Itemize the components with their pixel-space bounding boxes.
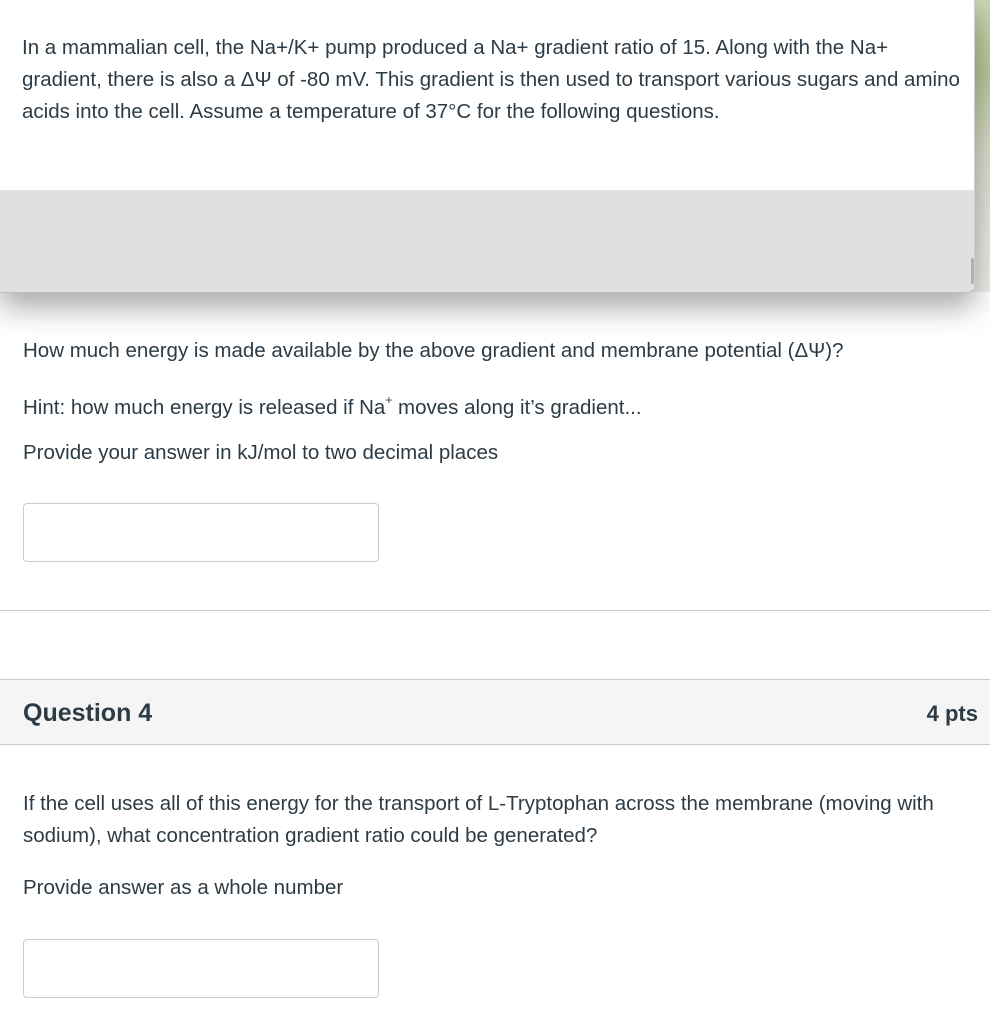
popup-paragraph: In a mammalian cell, the Na+/K+ pump produced a Na+ gradient ratio of 15. Along with the Na+ gradient, there is also a ΔΨ of -80 mV. This gradient is then used to transport various sugars and amino acids into the cell. Assume a temperature of 37°C for the following questions. — [22, 36, 960, 123]
answer-input[interactable] — [23, 503, 379, 562]
question-instruction: Provide your answer in kJ/mol to two decimal places — [23, 441, 499, 464]
question-prompt: How much energy is made available by the above gradient and membrane potential (ΔΨ)? — [23, 339, 844, 362]
question-prompt: If the cell uses all of this energy for the transport of L-Tryptophan across the membrane (moving with sodium), what concentration gradient ratio could be generated? — [23, 792, 934, 847]
question-header — [0, 679, 990, 745]
question-title: Question 4 — [23, 699, 153, 727]
hint-text-start: Hint: how much energy is released if Na — [23, 395, 386, 419]
hint-superscript: + — [385, 393, 393, 407]
question-divider — [0, 610, 990, 611]
question-hint — [23, 386, 642, 424]
popup-footer — [0, 190, 974, 292]
popup-scrollbar[interactable] — [971, 258, 974, 284]
hint-text-end: moves along it’s gradient... — [392, 395, 642, 419]
context-popup — [0, 0, 975, 293]
question-points: 4 pts — [926, 701, 978, 726]
answer-input[interactable] — [23, 939, 379, 998]
question-instruction: Provide answer as a whole number — [23, 876, 344, 899]
